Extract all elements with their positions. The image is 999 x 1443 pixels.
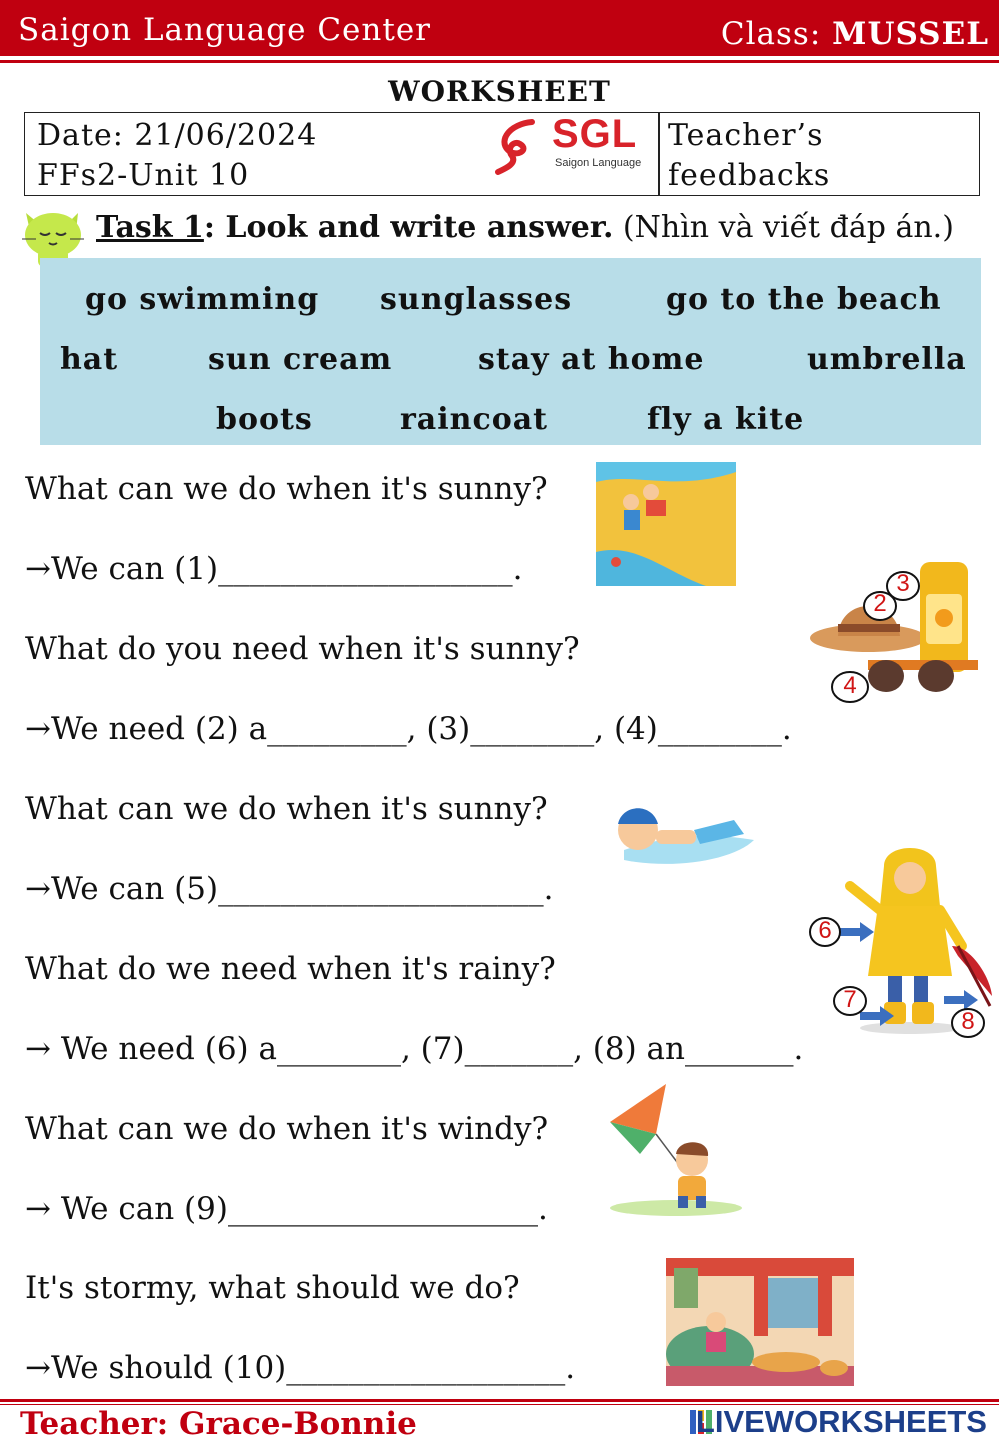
word-bank-item: go swimming (85, 282, 320, 317)
number-badge (808, 916, 842, 948)
badge-number: 7 (843, 986, 857, 1013)
number-badge (862, 590, 898, 622)
kite-picture (606, 1084, 746, 1216)
logo-subtitle: Saigon Language (555, 157, 642, 169)
badge-number: 8 (961, 1008, 975, 1035)
footer-divider (0, 1399, 999, 1402)
word-bank-item: stay at home (478, 342, 705, 377)
liveworksheets-brand: LIVEWORKSHEETS (695, 1404, 987, 1439)
number-badge (832, 985, 868, 1017)
answer-line: →We can (1)___________________. (25, 551, 523, 587)
unit-text: FFs2-Unit 10 (37, 158, 250, 193)
word-bank-item: go to the beach (666, 282, 942, 317)
answer-line: → We need (6) a________, (7)_______, (8) an_______. (25, 1031, 804, 1067)
word-bank-item: sun cream (208, 342, 393, 377)
badge-number: 2 (873, 590, 887, 617)
question-text: It's stormy, what should we do? (25, 1270, 520, 1306)
question-text: What can we do when it's sunny? (25, 791, 548, 827)
word-bank-item: umbrella (807, 342, 967, 377)
answer-line: →We should (10)__________________. (25, 1350, 576, 1386)
task-instruction: : Look and write answer. (203, 210, 614, 245)
question-text: What can we do when it's windy? (25, 1111, 549, 1147)
feedback-label-line1: Teacher’s (668, 118, 824, 153)
stay-home-picture (666, 1258, 854, 1386)
word-bank-item: hat (60, 342, 119, 377)
teacher-name: Teacher: Grace-Bonnie (20, 1406, 417, 1442)
badge-number: 6 (818, 917, 832, 944)
task-instruction-vietnamese: (Nhìn và viết đáp án.) (613, 210, 954, 245)
class-prefix: Class: (720, 16, 833, 52)
badge-number: 4 (843, 672, 857, 699)
answer-line: → We can (9)____________________. (25, 1191, 548, 1227)
task-label: Task 1 (96, 210, 204, 245)
swimming-picture (604, 790, 764, 874)
center-name: Saigon Language Center (18, 12, 431, 48)
number-badge (950, 1007, 986, 1039)
question-text: What do we need when it's rainy? (25, 951, 556, 987)
beach-picture (596, 462, 736, 586)
word-bank-item: fly a kite (647, 402, 805, 437)
class-name: MUSSEL (832, 16, 989, 52)
word-bank-item: boots (216, 402, 313, 437)
question-text: What do you need when it's sunny? (25, 631, 580, 667)
badge-number: 3 (896, 570, 910, 597)
task-heading (96, 210, 954, 245)
word-bank-item: sunglasses (380, 282, 573, 317)
feedback-label-line2: feedbacks (668, 158, 831, 193)
answer-line: →We can (5)_____________________. (25, 871, 554, 907)
header-divider (0, 60, 999, 63)
logo-text: SGL (552, 112, 638, 156)
date-text: Date: 21/06/2024 (37, 118, 318, 153)
word-bank-item: raincoat (400, 402, 549, 437)
class-label (721, 16, 989, 52)
info-divider (658, 112, 660, 196)
worksheet-title: WORKSHEET (388, 75, 611, 108)
arrow-icon (840, 922, 874, 942)
word-bank (40, 258, 981, 445)
number-badge (830, 670, 870, 704)
answer-line: →We need (2) a_________, (3)________, (4)________. (25, 711, 792, 747)
question-text: What can we do when it's sunny? (25, 471, 548, 507)
